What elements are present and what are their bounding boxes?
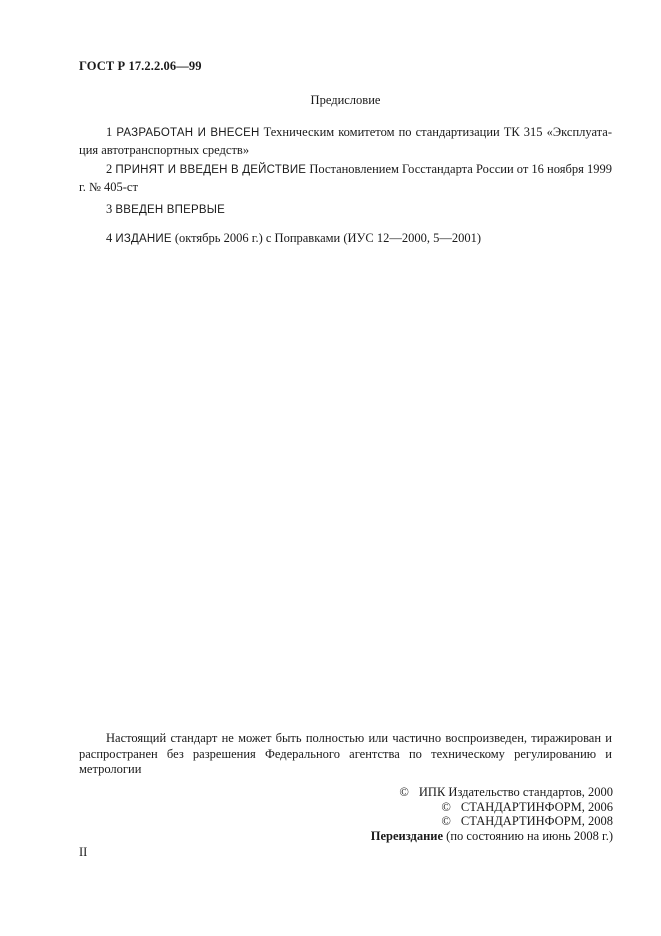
item-number: 2 bbox=[106, 162, 113, 176]
copyright-block bbox=[313, 785, 613, 843]
reprint-text: (по состоянию на июнь 2008 г.) bbox=[446, 828, 613, 843]
item-lead: РАЗРАБОТАН И ВНЕСЕН bbox=[116, 127, 260, 139]
item-text: (октябрь 2006 г.) с Поправками (ИУС 12—2000, 5—2001) bbox=[174, 231, 482, 245]
item-text: Техническим комитетом по стандартизации ТК 315 «Эксплуатация автотранспортных средств» bbox=[79, 125, 613, 157]
reprint-line bbox=[313, 829, 613, 844]
copyright-line bbox=[313, 785, 613, 800]
preface-title: Предисловие bbox=[310, 93, 381, 107]
item-text: Постановлением Госстандарта России от 16 ноября 1999 г. № 405-ст bbox=[79, 162, 612, 194]
item-number: 3 bbox=[106, 202, 113, 216]
copyright-icon: © bbox=[441, 814, 451, 828]
copyright-line bbox=[313, 814, 613, 829]
notice-text: Настоящий стандарт не может быть полностью или частично воспроизведен, тиражирован и распространен без разрешения Федерального агентства по техническому регулированию и метрологии bbox=[79, 731, 612, 776]
copyright-holder: ИПК Издательство стандартов, 2000 bbox=[418, 785, 613, 799]
copyright-holder: СТАНДАРТИНФОРМ, 2008 bbox=[460, 814, 613, 828]
copyright-icon: © bbox=[441, 799, 451, 814]
item-lead: ИЗДАНИЕ bbox=[115, 233, 172, 245]
preface-item bbox=[79, 124, 612, 159]
item-lead: ВВЕДЕН ВПЕРВЫЕ bbox=[115, 204, 225, 216]
item-lead: ПРИНЯТ И ВВЕДЕН В ДЕЙСТВИЕ bbox=[115, 164, 307, 176]
copyright-icon: © bbox=[399, 785, 409, 799]
preface-item bbox=[79, 230, 612, 248]
reprint-label: Переиздание bbox=[370, 828, 444, 843]
page-number: II bbox=[79, 845, 88, 859]
item-number: 1 bbox=[106, 125, 113, 139]
preface-item bbox=[79, 161, 612, 196]
document-code: ГОСТ Р 17.2.2.06—99 bbox=[79, 59, 202, 73]
copyright-line bbox=[313, 800, 613, 815]
copyright-holder: СТАНДАРТИНФОРМ, 2006 bbox=[460, 799, 613, 814]
preface-item bbox=[79, 201, 612, 219]
item-number: 4 bbox=[106, 231, 113, 245]
reproduction-notice bbox=[79, 731, 612, 778]
